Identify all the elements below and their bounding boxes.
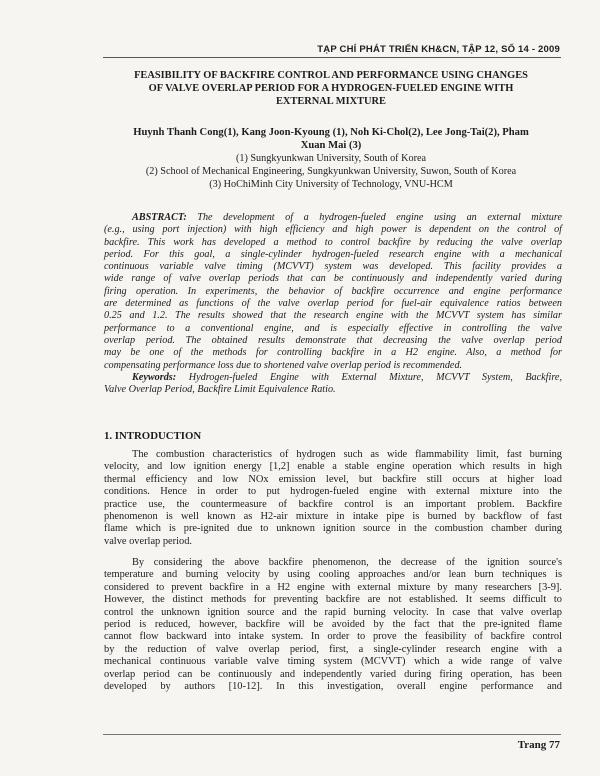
paragraph-line: conditions. Hence in order to put hydrogen-fueled engine with external mixture into the (104, 486, 562, 498)
abstract-line: backfire. This work has developed a method to control backfire by reducing the valve overlap (104, 236, 562, 248)
affiliation: (2) School of Mechanical Engineering, Sungkyunkwan University, Suwon, South of Korea (145, 166, 517, 178)
paragraph-line: period is reduced, however, backfire will be avoided by the fact that the pre-ignited flame (104, 619, 562, 631)
abstract (104, 212, 562, 396)
abstract-line: are determined as functions of the valve overlap period for fuel-air equivalence ratios between (104, 298, 562, 310)
abstract-line: performance to a conventional engine, and is especially effective in controlling the valve (104, 322, 562, 334)
abstract-line: (e.g., using port injection) with high efficiency and high power is dependent on the control of (104, 224, 562, 236)
paragraph-line: However, the distinct methods for preventing backfire are not established. It seems difficult to (104, 594, 562, 606)
abstract-line (104, 212, 562, 224)
paragraph (104, 557, 562, 693)
authors-line: Huynh Thanh Cong(1), Kang Joon-Kyoung (1), Noh Ki-Chol(2), Lee Jong-Tai(2), Pham (133, 127, 529, 138)
paragraph-line: cannot flow backward into intake system. In order to prove the feasibility of backfire control (104, 631, 562, 643)
abstract-line: period. For this goal, a single-cylinder hydrogen-fueled research engine with a mechanical (104, 248, 562, 260)
keywords-text: Hydrogen-fueled Engine with External Mixture, MCVVT System, Backfire, (188, 371, 562, 383)
paragraph-line: The combustion characteristics of hydrogen such as wide flammability limit, fast burning (132, 449, 562, 460)
affiliation: (1) Sungkyunkwan University, South of Korea (235, 153, 427, 164)
paragraph-line: overlap period can be continuously and independently varied during firing operation, has been (104, 668, 562, 680)
paragraph-line: velocity, and low ignition energy [1,2] enable a stable engine operation which results in high (104, 461, 562, 473)
abstract-line: 0.25 and 1.2. The results showed that the research engine with the MCVVT system has similar (104, 310, 562, 322)
authors-line: Xuan Mai (3) (300, 140, 362, 151)
keywords-heading: Keywords: (132, 371, 177, 383)
paper-title (100, 69, 562, 108)
paragraph-line: By considering the above backfire phenomenon, the decrease of the ignition source's (132, 557, 562, 568)
abstract-line: continuous variable valve timing (MCVVT) system was developed. This facility provides a (104, 261, 562, 273)
affiliation: (3) HoChiMinh City University of Technology, VNU-HCM (209, 179, 453, 191)
paragraph-line: valve overlap period. (104, 535, 192, 547)
paragraph-line: mechanical continuous variable valve timing system (MCVVT) which a wide range of valve (104, 656, 562, 668)
keywords-line (104, 372, 562, 384)
section-heading: 1. INTRODUCTION (104, 430, 202, 442)
abstract-line: compensating performance loss due to shortened valve overlap period is recommended. (104, 359, 463, 371)
authors (100, 126, 562, 152)
journal-header: TẠP CHÍ PHÁT TRIỂN KH&CN, TẬP 12, SỐ 14 - 2009 (317, 44, 560, 55)
keywords-line: Valve Overlap Period, Backfire Limit Equivalence Ratio. (104, 384, 336, 396)
title-line: OF VALVE OVERLAP PERIOD FOR A HYDROGEN-FUELED ENGINE WITH (148, 83, 514, 94)
abstract-line: firing operation. In experiments, the behavior of backfire occurrence and engine performance (104, 285, 562, 297)
paragraph-line: temperature and burning velocity by using cooling approaches and/or lean burn techniques is (104, 569, 562, 581)
paragraph-line: developed by authors [10-12]. In this investigation, overall engine performance and (104, 681, 562, 693)
abstract-line: wide range of valve overlap periods that can be continuously and independently varied during (104, 273, 562, 285)
abstract-line: may be one of the methods for controlling backfire in a H2 engine. Also, a method for (104, 347, 562, 359)
paragraph-line: flame which is pre-ignited due to unknown ignition source in the combustion chamber during (104, 523, 562, 535)
affiliations (100, 152, 562, 192)
paragraph (104, 449, 562, 548)
paragraph-line: considered to prevent backfire in a H2 engine with external mixture by many researchers [3-9]. (104, 581, 562, 593)
paragraph-line: by the reduction of valve overlap period, first, a single-cylinder research engine with a (104, 643, 562, 655)
abstract-text: The development of a hydrogen-fueled engine using an external mixture (197, 212, 563, 223)
abstract-line: overlap period. The obtained results demonstrate that decreasing the valve overlap period (104, 334, 562, 346)
header-rule (103, 57, 561, 58)
paragraph-line: practice use, the countermeasure of backfire control is an important problem. Backfire (104, 498, 562, 510)
paragraph-line: control the unknown ignition source and the rapid burning velocity. In case that valve overlap (104, 606, 562, 618)
title-line: EXTERNAL MIXTURE (276, 96, 386, 107)
abstract-heading: ABSTRACT: (132, 212, 187, 223)
title-line: FEASIBILITY OF BACKFIRE CONTROL AND PERFORMANCE USING CHANGES (134, 70, 528, 81)
page-number: Trang 77 (517, 739, 560, 751)
paragraph-line: thermal efficiency and low NOx emission level, but backfire still occurs at higher load (104, 473, 562, 485)
footer-rule (103, 734, 561, 735)
paragraph-line: phenomenon is well known as H2-air mixture in intake pipe is burned by backflow of fast (104, 511, 562, 523)
